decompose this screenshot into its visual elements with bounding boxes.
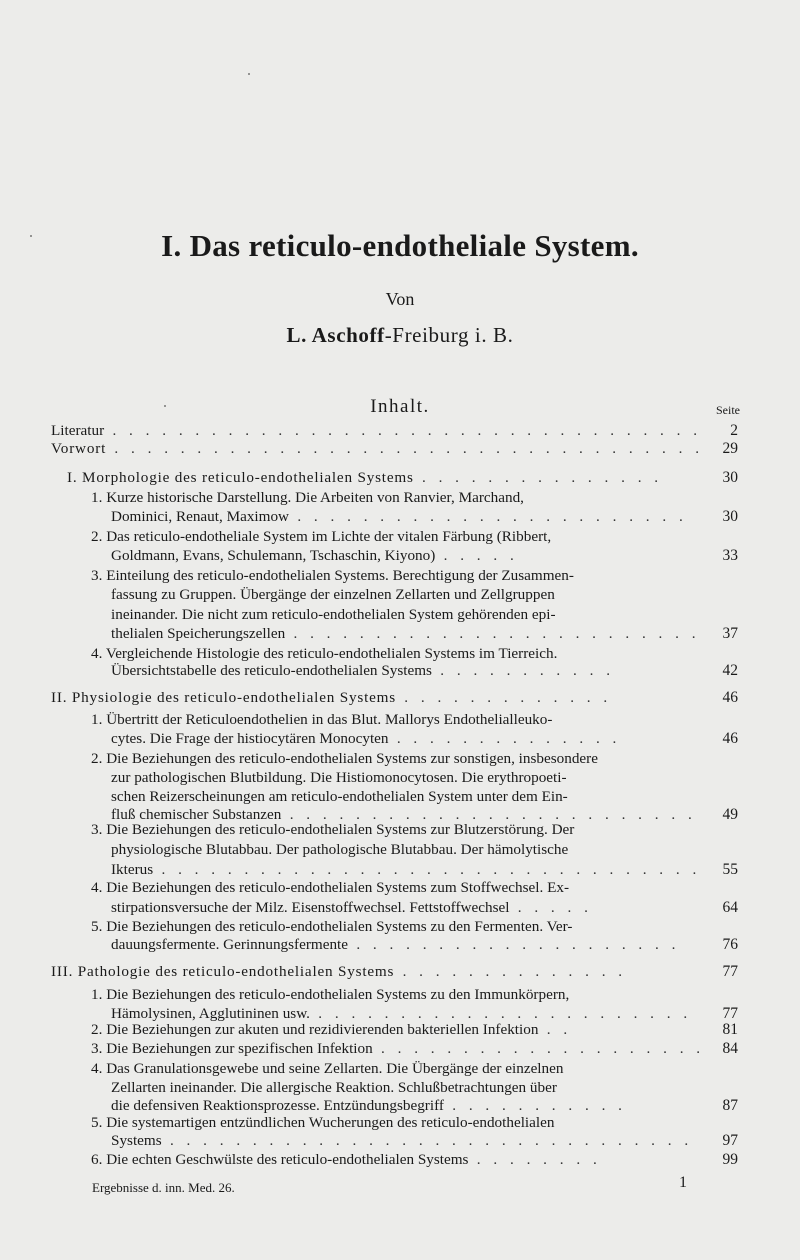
toc-line	[0, 729, 800, 749]
toc-line	[0, 1078, 800, 1098]
toc-text: Literatur	[51, 422, 105, 439]
toc-line	[0, 1150, 800, 1170]
toc-text: 1. Die Beziehungen des reticulo-endothelialen Systems zu den Immunkörpern,	[91, 986, 570, 1003]
toc-text: ineinander. Die nicht zum reticulo-endothelialen System gehörenden epi-	[111, 606, 556, 623]
leader-dots: . . . . . . . . . . . . . . . . . . . . . . . . .	[281, 806, 697, 823]
toc-page: 42	[722, 662, 738, 679]
toc-line	[0, 605, 800, 625]
toc-text: I. Morphologie des reticulo-endothelialen Systems	[67, 469, 414, 486]
journal-footer: Ergebnisse d. inn. Med. 26.	[92, 1180, 235, 1195]
toc-page: 30	[722, 469, 738, 486]
author-name: L. Aschoff	[286, 323, 385, 347]
toc-page: 46	[722, 689, 738, 706]
leader-dots: . . . . . . . . . . . . . . . . . . . . . . . . . . . . . . . . . . . .	[106, 440, 704, 457]
toc-page: 87	[722, 1097, 738, 1114]
toc-text: 1. Kurze historische Darstellung. Die Arbeiten von Ranvier, Marchand,	[91, 489, 524, 506]
leader-dots: . .	[538, 1021, 572, 1038]
toc-text: 3. Die Beziehungen des reticulo-endothelialen Systems zur Blutzerstörung. Der	[91, 821, 575, 838]
toc-text: III. Pathologie des reticulo-endothelialen Systems	[51, 963, 395, 980]
toc-line	[0, 527, 800, 547]
toc-line	[0, 624, 800, 644]
toc-text: 1. Übertritt der Reticuloendothelien in das Blut. Mallorys Endothelialleuko-	[91, 711, 553, 728]
toc-line	[0, 710, 800, 730]
leader-dots: . . . . . . . . . . .	[443, 1097, 627, 1114]
toc-line	[0, 985, 800, 1005]
toc-page: 2	[730, 422, 738, 439]
toc-line	[0, 1020, 800, 1040]
leader-dots: . . . . . . . . . . . . .	[395, 689, 612, 706]
toc-text: 4. Das Granulationsgewebe und seine Zellarten. Die Übergänge der einzelnen	[91, 1060, 564, 1077]
speck	[248, 73, 250, 75]
toc-text: 2. Die Beziehungen zur akuten und rezidivierenden bakteriellen Infektion	[91, 1021, 539, 1038]
toc-text: thelialen Speicherungszellen	[111, 625, 286, 642]
toc-page: 30	[722, 508, 738, 525]
toc-page: 64	[722, 899, 738, 916]
toc-text: Zellarten ineinander. Die allergische Reaktion. Schlußbetrachtungen über	[111, 1079, 557, 1096]
toc-text: Vorwort	[51, 440, 107, 457]
leader-dots: . . . . . . . . . . . . . .	[394, 963, 627, 980]
toc-line	[0, 1113, 800, 1133]
toc-text: 4. Vergleichende Histologie des reticulo-endothelialen Systems im Tierreich.	[91, 645, 558, 662]
toc-text: Übersichtstabelle des reticulo-endothelialen Systems	[111, 662, 432, 679]
toc-text: cytes. Die Frage der histiocytären Monocyten	[111, 730, 389, 747]
toc-page: 46	[722, 730, 738, 747]
toc-line	[0, 688, 800, 708]
toc-page: 33	[722, 547, 738, 564]
toc-line	[0, 1039, 800, 1059]
toc-text: 2. Das reticulo-endotheliale System im Lichte der vitalen Färbung (Ribbert,	[91, 528, 552, 545]
toc-line	[0, 749, 800, 769]
toc-text: Ikterus	[111, 861, 154, 878]
chapter-title: I. Das reticulo-endotheliale System.	[161, 228, 639, 263]
toc-line	[0, 787, 800, 807]
toc-text: die defensiven Reaktionsprozesse. Entzündungsbegriff	[111, 1097, 444, 1114]
contents-heading: Inhalt.	[370, 396, 430, 417]
toc-text: 3. Einteilung des reticulo-endothelialen Systems. Berechtigung der Zusammen-	[91, 567, 574, 584]
leader-dots: . . . . . . . . . . . . . . . . . . . . . . . . . . . . . . . .	[161, 1132, 693, 1149]
byline-von: Von	[385, 289, 415, 309]
toc-line	[0, 468, 800, 488]
toc-text: Dominici, Renaut, Maximow	[111, 508, 290, 525]
toc-text: dauungsfermente. Gerinnungsfermente	[111, 936, 349, 953]
toc-line	[0, 962, 800, 982]
toc-text: stirpationsversuche der Milz. Eisenstoffwechsel. Fettstoffwechsel	[111, 899, 510, 916]
toc-text: fassung zu Gruppen. Übergänge der einzelnen Zellarten und Zellgruppen	[111, 586, 555, 603]
toc-line	[0, 878, 800, 898]
leader-dots: . . . . . . . . . . . . . . . . . . . . . . . . .	[285, 625, 701, 642]
toc-line	[0, 566, 800, 586]
toc-text: fluß chemischer Substanzen	[111, 806, 282, 823]
toc-page: 29	[722, 440, 738, 457]
leader-dots: . . . . .	[435, 547, 519, 564]
toc-line	[0, 820, 800, 840]
toc-page: 77	[722, 1005, 738, 1022]
page-column-heading: Seite	[716, 403, 740, 417]
page-number: 1	[679, 1174, 687, 1191]
toc-text: 4. Die Beziehungen des reticulo-endothelialen Systems zum Stoffwechsel. Ex-	[91, 879, 569, 896]
leader-dots: . . . . .	[509, 899, 593, 916]
toc-text: 5. Die systemartigen entzündlichen Wucherungen des reticulo-endothelialen	[91, 1114, 555, 1131]
toc-line	[0, 1131, 800, 1151]
toc-page: 55	[722, 861, 738, 878]
toc-page: 76	[722, 936, 738, 953]
toc-text: Systems	[111, 1132, 162, 1149]
toc-line	[0, 507, 800, 527]
leader-dots: . . . . . . . . . . . . . . . . . . . . . . .	[309, 1005, 692, 1022]
leader-dots: . . . . . . . .	[468, 1151, 602, 1168]
toc-line	[0, 439, 800, 459]
toc-line	[0, 898, 800, 918]
author	[0, 323, 800, 348]
toc-text: physiologische Blutabbau. Der pathologische Blutabbau. Der hämolytische	[111, 841, 569, 858]
toc-line	[0, 768, 800, 788]
author-place: -Freiburg i. B.	[384, 323, 514, 347]
toc-text: 2. Die Beziehungen des reticulo-endothelialen Systems zur sonstigen, insbesondere	[91, 750, 598, 767]
toc-page: 77	[722, 963, 738, 980]
toc-line	[0, 935, 800, 955]
toc-line	[0, 546, 800, 566]
toc-page: 37	[722, 625, 738, 642]
toc-line	[0, 840, 800, 860]
toc-page: 97	[722, 1132, 738, 1149]
toc-text: schen Reizerscheinungen am reticulo-endothelialen System unter dem Ein-	[111, 788, 568, 805]
leader-dots: . . . . . . . . . . . . . . .	[413, 469, 663, 486]
leader-dots: . . . . . . . . . . . . . . . . . . . . . . . . . . . . . . . . . . . .	[104, 422, 702, 439]
leader-dots: . . . . . . . . . . . . . .	[388, 730, 621, 747]
toc-text: Goldmann, Evans, Schulemann, Tschaschin, Kiyono)	[111, 547, 436, 564]
leader-dots: . . . . . . . . . . . . . . . . . . . .	[348, 936, 680, 953]
toc-line	[0, 1059, 800, 1079]
toc-text: zur pathologischen Blutbildung. Die Histiomonocytosen. Die erythropoeti-	[111, 769, 567, 786]
toc-text: 5. Die Beziehungen des reticulo-endothelialen Systems zu den Fermenten. Ver-	[91, 918, 573, 935]
toc-line	[0, 585, 800, 605]
toc-text: 6. Die echten Geschwülste des reticulo-endothelialen Systems	[91, 1151, 469, 1168]
toc-line	[0, 661, 800, 681]
toc-page: 49	[722, 806, 738, 823]
toc-page: 81	[722, 1021, 738, 1038]
leader-dots: . . . . . . . . . . . . . . . . . . . . . . . .	[289, 508, 688, 525]
toc-page: 84	[722, 1040, 738, 1057]
toc-page: 99	[722, 1151, 738, 1168]
toc-text: Hämolysinen, Agglutininen usw.	[111, 1005, 310, 1022]
leader-dots: . . . . . . . . . . .	[431, 662, 615, 679]
toc-text: II. Physiologie des reticulo-endothelialen Systems	[51, 689, 396, 706]
leader-dots: . . . . . . . . . . . . . . . . . . . .	[372, 1040, 705, 1057]
toc-line	[0, 860, 800, 880]
toc-text: 3. Die Beziehungen zur spezifischen Infektion	[91, 1040, 373, 1057]
toc-line	[0, 488, 800, 508]
leader-dots: . . . . . . . . . . . . . . . . . . . . . . . . . . . . . . . . .	[153, 861, 701, 878]
toc-line	[0, 421, 800, 441]
toc-line	[0, 917, 800, 937]
